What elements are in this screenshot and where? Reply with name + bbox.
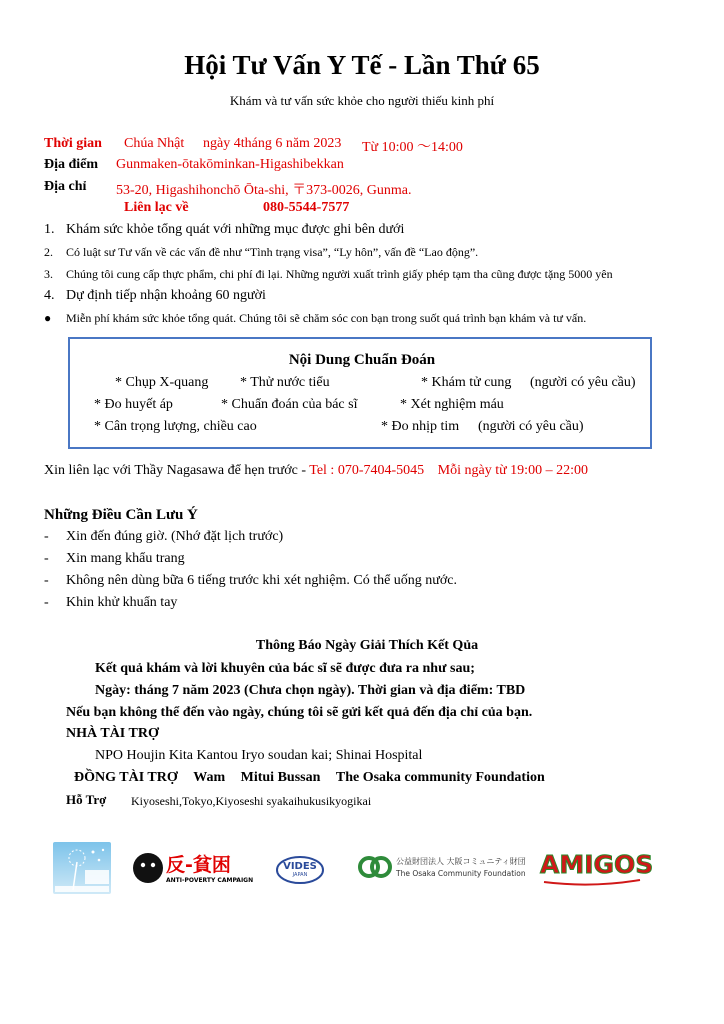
results-line2: Ngày: tháng 7 năm 2023 (Chưa chọn ngày). Thời gian và địa điểm: TBD: [95, 683, 526, 698]
anti-poverty-logo: [132, 850, 254, 890]
contact-phone: 080-5544-7577: [263, 200, 350, 215]
address-value: 53-20, Higashihonchō Ōta-shi, 〒373-0026, Gunma.: [116, 183, 412, 198]
list-item: [44, 311, 586, 326]
list-text: Dự định tiếp nhận khoảng 60 người: [66, 288, 266, 303]
appointment-tel: Tel : 070-7404-5045: [309, 463, 425, 478]
osaka-en: The Osaka Community Foundation: [396, 869, 526, 878]
list-text: Chúng tôi cung cấp thực phẩm, chi phí đi lại. Những người xuất trình giấy phép tạm tha cũng được tặng 5000 yên: [66, 267, 613, 281]
list-marker: 1.: [44, 222, 55, 237]
diag-xray: * Chụp X-quang: [115, 375, 209, 390]
list-item: [44, 288, 266, 304]
vides-logo: [276, 856, 324, 884]
diag-urine: * Thử nước tiểu: [240, 375, 330, 390]
note-text: Xin đến đúng giờ. (Nhớ đặt lịch trước): [66, 529, 284, 544]
time-date: ngày 4tháng 6 năm 2023: [203, 136, 342, 151]
support-label: Hỗ Trợ: [66, 792, 107, 807]
results-line1: Kết quả khám và lời khuyên của bác sĩ sẽ được đưa ra như sau;: [95, 661, 475, 676]
list-marker: 3.: [44, 267, 53, 281]
osaka-foundation-icon: [358, 852, 392, 882]
page-title: Hội Tư Vấn Y Tế - Lần Thứ 65: [184, 50, 540, 80]
list-text: Khám sức khỏe tổng quát với những mục được ghi bên dưới: [66, 222, 405, 237]
diag-blood: * Xét nghiệm máu: [400, 397, 504, 412]
note-text: Khin khử khuẩn tay: [66, 595, 178, 610]
dandelion-icon: [53, 842, 111, 894]
note-item: - Không nên dùng bữa 6 tiếng trước khi xét nghiệm. Có thể uống nước.: [44, 573, 458, 588]
cosponsor-mitui: Mitui Bussan: [240, 770, 321, 785]
anti-poverty-jp: 反-貧困: [166, 854, 231, 876]
face-icon: [132, 852, 164, 884]
diag-pulse-note: (người có yêu cầu): [478, 419, 584, 434]
address-label: Địa chỉ: [44, 179, 87, 194]
diag-bp: * Đo huyết áp: [94, 397, 173, 412]
diag-uterus-note: (người có yêu cầu): [530, 375, 636, 390]
cosponsor-line: [74, 770, 545, 786]
note-text: Không nên dùng bữa 6 tiếng trước khi xét nghiệm. Có thể uống nước.: [66, 573, 458, 588]
time-day: Chúa Nhật: [124, 136, 185, 151]
list-bullet-icon: ●: [44, 311, 52, 325]
anti-poverty-en: ANTI-POVERTY CAMPAIGN: [166, 877, 254, 884]
list-item: [44, 267, 613, 282]
results-line3: Nếu bạn không thể đến vào ngày, chúng tôi sẽ gửi kết quả đến địa chỉ của bạn.: [66, 705, 533, 720]
osaka-foundation-logo: [358, 852, 526, 886]
place-value: Gunmaken-ōtakōminkan-Higashibekkan: [116, 157, 344, 172]
list-text: Có luật sư Tư vấn về các vấn đề như “Tình trạng visa”, “Ly hôn”, vấn đề “Lao động”.: [66, 245, 479, 259]
diagnosis-title: Nội Dung Chuẩn Đoán: [288, 352, 436, 368]
note-text: Xin mang khẩu trang: [66, 551, 185, 566]
cosponsor-osaka: The Osaka community Foundation: [335, 770, 545, 785]
cosponsor-wam: Wam: [193, 770, 226, 785]
diag-doctor: * Chuẩn đoán của bác sĩ: [221, 397, 358, 412]
vides-text: VIDES: [283, 861, 317, 872]
time-label: Thời gian: [44, 136, 102, 151]
notes-title: Những Điều Cần Lưu Ý: [44, 507, 198, 523]
contact-label: Liên lạc về: [124, 200, 189, 215]
time-hours: Từ 10:00 ～14:00: [362, 140, 463, 155]
appointment-line: [44, 463, 588, 479]
vides-sub: JAPAN: [292, 872, 308, 878]
cosponsor-label: ĐỒNG TÀI TRỢ: [74, 770, 178, 785]
amigos-underline-icon: [540, 878, 644, 888]
sponsor-label: NHÀ TÀI TRỢ: [66, 726, 159, 741]
sponsor-value: NPO Houjin Kita Kantou Iryo soudan kai; Shinai Hospital: [95, 748, 423, 763]
list-item: [44, 245, 478, 260]
list-text: Miễn phí khám sức khỏe tổng quát. Chúng tôi sẽ chăm sóc con bạn trong suốt quá trình bạn khám và tư vấn.: [66, 311, 587, 325]
support-value: Kiyoseshi,Tokyo,Kiyoseshi syakaihukusikyogikai: [131, 794, 372, 808]
diag-weight: * Cân trọng lượng, chiều cao: [94, 419, 257, 434]
appointment-hours: Mỗi ngày từ 19:00 – 22:00: [437, 463, 588, 478]
results-title: Thông Báo Ngày Giải Thích Kết Qủa: [255, 638, 479, 653]
page-subtitle: Khám và tư vấn sức khỏe cho người thiếu kinh phí: [229, 93, 495, 108]
note-item: - Xin mang khẩu trang: [44, 551, 185, 566]
appointment-text: Xin liên lạc với Thầy Nagasawa để hẹn trước -: [44, 463, 306, 478]
list-marker: 4.: [44, 288, 55, 303]
dandelion-logo: [53, 842, 111, 894]
list-item: [44, 222, 404, 238]
diag-uterus: * Khám tử cung: [421, 375, 512, 390]
amigos-logo: [540, 848, 654, 888]
amigos-text: AMIGOS: [540, 850, 654, 879]
list-marker: 2.: [44, 245, 53, 259]
note-item: - Xin đến đúng giờ. (Nhớ đặt lịch trước): [44, 529, 284, 544]
osaka-jp: 公益財団法人 大阪コミュニティ財団: [396, 857, 526, 866]
place-label: Địa điểm: [44, 157, 99, 172]
diag-pulse: * Đo nhịp tim: [381, 419, 460, 434]
note-item: - Khin khử khuẩn tay: [44, 595, 178, 610]
